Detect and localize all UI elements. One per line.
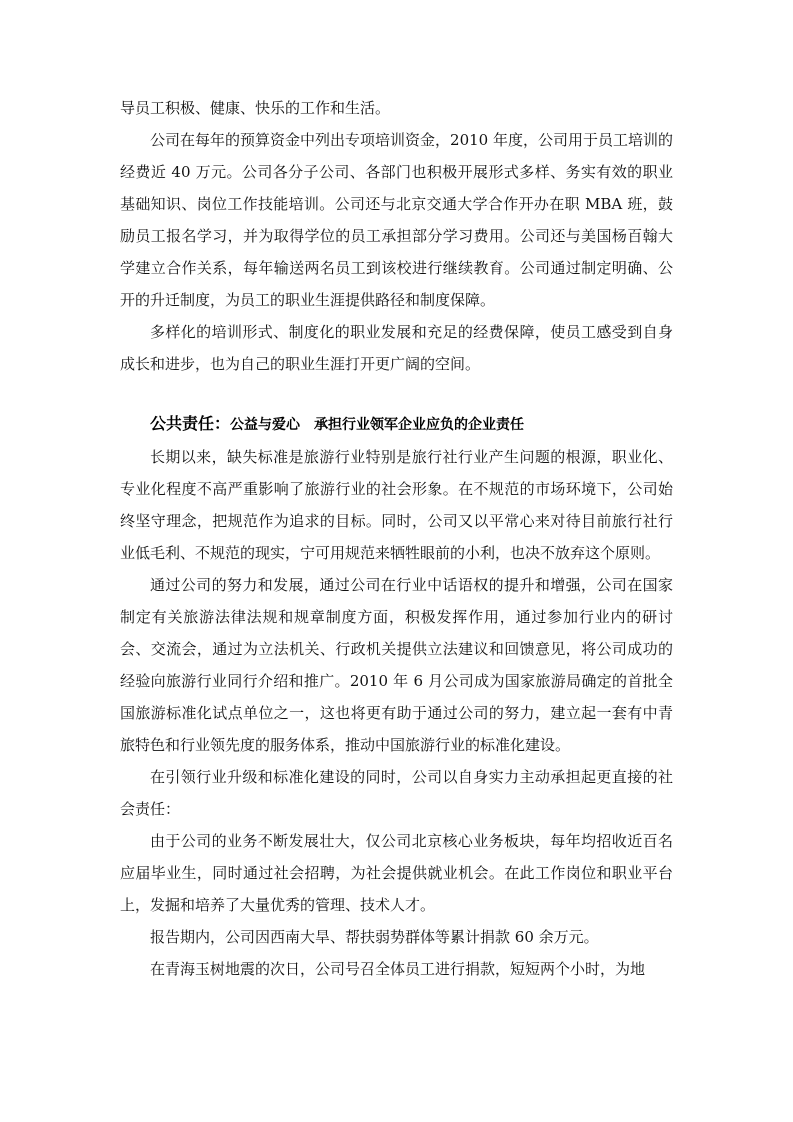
paragraph-continued: 导员工积极、健康、快乐的工作和生活。 [120, 99, 391, 117]
paragraph-training-summary: 多样化的培训形式、制度化的职业发展和充足的经费保障，使员工感受到自身成长和进步，也为自己的职业生涯打开更广阔的空间。 [120, 323, 673, 373]
paragraph-yushu-earthquake: 在青海玉树地震的次日，公司号召全体员工进行捐款，短短两个小时，为地 [150, 960, 646, 978]
paragraph-employment: 由于公司的业务不断发展壮大，仅公司北京核心业务板块，每年均招收近百名应届毕业生，同时通过社会招聘，为社会提供就业机会。在此工作岗位和职业平台上，发掘和培养了大量优秀的管理、技术人才。 [120, 832, 673, 914]
section-gap [120, 380, 673, 408]
paragraph-industry-voice: 通过公司的努力和发展，通过公司在行业中话语权的提升和增强，公司在国家制定有关旅游法律法规和规章制度方面，积极发挥作用，通过参加行业内的研讨会、交流会，通过为立法机关、行政机关提供立法建议和回馈意见，将公司成功的经验向旅游行业同行介绍和推广。2010 年 6 月公司成为国家旅游局确定的首批全国旅游标准化试点单位之一，这也将更有助于通过公司的努力，建立起一套有中青旅特色和行业领先度的服务体系，推动中国旅游行业的标准化建设。 [120, 576, 673, 754]
paragraph-training-budget: 公司在每年的预算资金中列出专项培训资金，2010 年度，公司用于员工培训的经费近 40 万元。公司各分子公司、各部门也积极开展形式多样、务实有效的职业基础知识、岗位工作技能培训。公司还与北京交通大学合作开办在职 MBA 班，鼓励员工报名学习，并为取得学位的员工承担部分学习费用。公司还与美国杨百翰大学建立合作关系，每年输送两名员工到该校进行继续教育。公司通过制定明确、公开的升迁制度，为员工的职业生涯提供路径和制度保障。 [120, 131, 673, 309]
paragraph-donation: 报告期内，公司因西南大旱、帮扶弱势群体等累计捐款 60 余万元。 [150, 928, 599, 946]
section-heading-sub: 公益与爱心 承担行业领军企业应负的企业责任 [230, 417, 525, 433]
paragraph-standards: 长期以来，缺失标准是旅游行业特别是旅行社行业产生问题的根源，职业化、专业化程度不高严重影响了旅游行业的社会形象。在不规范的市场环境下，公司始终坚守理念，把规范作为追求的目标。同时，公司又以平常心来对待目前旅行社行业低毛利、不规范的现实，宁可用规范来牺牲眼前的小利，也决不放弃这个原则。 [120, 448, 673, 562]
section-heading [120, 408, 673, 441]
document-body [120, 92, 673, 985]
paragraph-social-responsibility: 在引领行业升级和标准化建设的同时，公司以自身实力主动承担起更直接的社会责任： [120, 768, 673, 818]
section-heading-main: 公共责任： [150, 414, 231, 433]
